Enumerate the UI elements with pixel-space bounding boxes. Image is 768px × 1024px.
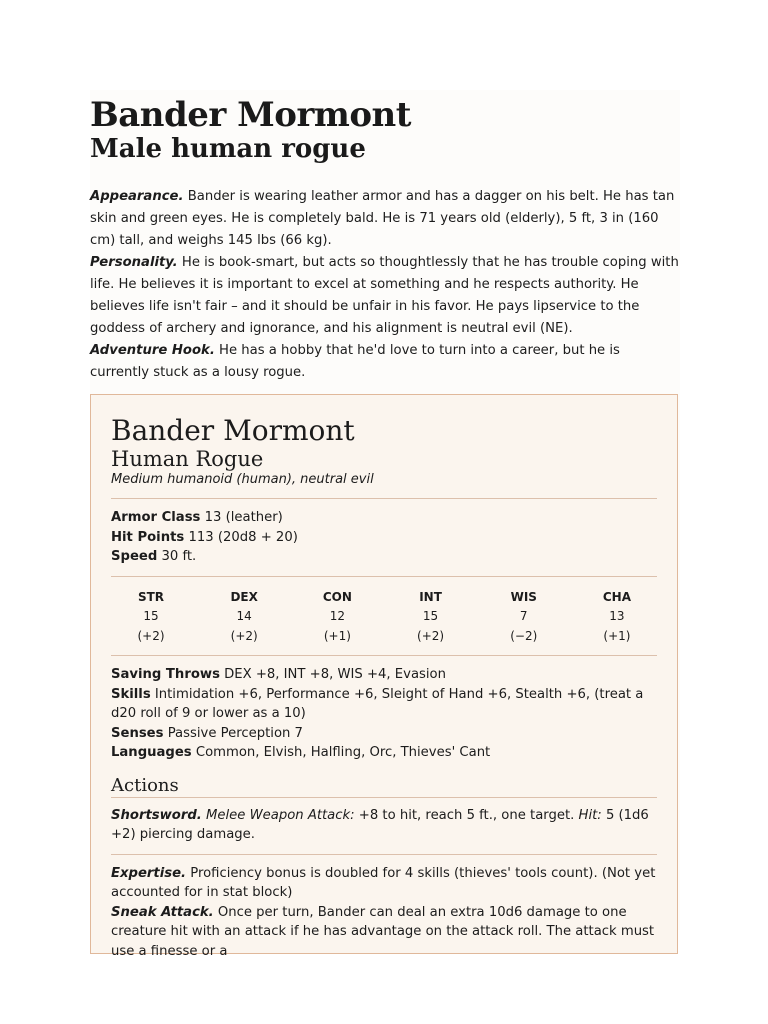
hook-label: Adventure Hook. [90,343,215,358]
npc-description [90,186,680,384]
languages-line [111,743,657,763]
ability-mod: (+1) [603,628,631,643]
shortsword-action [111,806,657,845]
ability-name: DEX [230,589,258,604]
ability-name: CON [322,589,352,604]
armor-class-value: 13 (leather) [204,510,283,525]
languages-value: Common, Elvish, Halfling, Orc, Thieves' Cant [195,745,491,760]
personality-text: He is book-smart, but acts so thoughtlessly that he has trouble coping with life. He believes it is important to excel at something and he respects authority. He believes life isn't fair – and it should be unfair in his favor. He pays lipservice to the goddess of archery and ignorance, and his alignment is neutral evil (NE). [90,255,679,336]
speed-line [111,547,657,567]
ability-wis [494,588,554,647]
ability-name: INT [419,589,442,604]
languages-label: Languages [111,745,192,760]
ability-score: 14 [236,609,252,623]
appearance-label: Appearance. [90,189,184,204]
saving-throws-label: Saving Throws [111,667,220,682]
senses-value: Passive Perception 7 [167,725,303,741]
shortsword-label: Shortsword. [111,807,202,823]
speed-label: Speed [111,549,158,564]
ability-scores [111,586,657,647]
shortsword-attack-type: Melee Weapon Attack: [206,807,355,823]
hit-points-value: 113 (20d8 + 20) [188,529,298,545]
expertise-trait [111,864,657,903]
shortsword-hit-label: Hit: [578,807,602,823]
ability-mod: (+2) [230,628,258,643]
senses-label: Senses [111,725,164,741]
ability-str [121,588,181,647]
divider [111,498,657,499]
expertise-text: Proficiency bonus is doubled for 4 skills (thieves' tools count). (Not yet accounted for in stat block) [111,865,656,900]
ability-mod: (−2) [510,628,538,643]
ability-score: 13 [609,609,625,623]
ability-cha [587,588,647,647]
skills-label: Skills [111,686,151,702]
ability-mod: (+1) [323,628,351,643]
divider [111,797,657,798]
appearance-text: Bander is wearing leather armor and has a dagger on his belt. He has tan skin and green eyes. He is completely bald. He is 71 years old (elderly), 5 ft, 3 in (160 cm) tall, and weighs 145 lbs (66 kg). [90,189,675,248]
ability-name: STR [137,589,165,604]
ability-score: 12 [329,609,346,623]
npc-name: Bander Mormont [90,95,411,135]
saving-throws-line [111,665,657,685]
statblock-name: Bander Mormont [111,414,355,447]
shortsword-attack-text: +8 to hit, reach 5 ft., one target. [358,807,575,823]
armor-class-label: Armor Class [111,510,201,525]
hit-points-label: Hit Points [111,529,185,545]
ability-name: CHA [602,589,631,604]
ability-dex [214,588,274,647]
armor-class-line [111,508,657,528]
hit-points-line [111,528,657,548]
speed-value: 30 ft. [161,549,197,564]
statblock-type-line: Medium humanoid (human), neutral evil [111,472,374,487]
ability-mod: (+2) [137,628,165,643]
sneak-attack-trait [111,903,657,962]
appearance-paragraph [90,186,680,252]
ability-mod: (+2) [417,628,445,643]
npc-subtitle: Male human rogue [90,134,366,164]
expertise-label: Expertise. [111,865,187,881]
hook-paragraph [90,340,680,384]
ability-score: 15 [143,609,159,623]
hook-text: He has a hobby that he'd love to turn into a career, but he is currently stuck as a lousy rogue. [90,343,620,380]
statblock-subtitle: Human Rogue [111,447,264,471]
skills-line [111,685,657,724]
saving-throws-value: DEX +8, INT +8, WIS +4, Evasion [224,667,446,682]
sneak-attack-text: Once per turn, Bander can deal an extra 10d6 damage to one creature hit with an attack if he has advantage on the attack roll. The attack must use a finesse or a [111,904,655,959]
stat-block [90,394,678,959]
divider [111,854,657,855]
shortsword-damage-text: 5 (1d6 +2) piercing damage. [111,807,649,842]
ability-score: 15 [422,609,439,623]
ability-con [307,588,367,647]
skills-value: Intimidation +6, Performance +6, Sleight of Hand +6, Stealth +6, (treat a d20 roll of 9 or lower as a 10) [111,686,644,721]
ability-int [401,588,461,647]
ability-score: 7 [519,609,528,623]
personality-paragraph [90,252,680,340]
npc-sheet [90,90,680,959]
divider [111,655,657,656]
sneak-attack-label: Sneak Attack. [111,904,214,920]
senses-line [111,724,657,744]
ability-name: WIS [510,589,537,604]
personality-label: Personality. [90,255,178,270]
actions-heading: Actions [111,774,179,796]
divider [111,576,657,577]
